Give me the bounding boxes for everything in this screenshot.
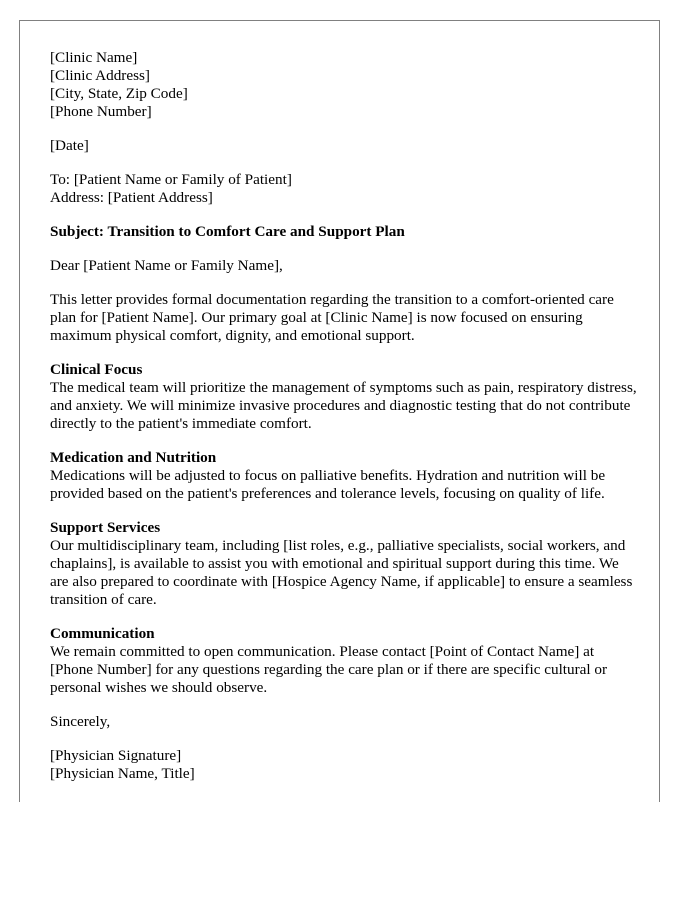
section-body: Medications will be adjusted to focus on palliative benefits. Hydration and nutrition will be provided based on the patient's preferences and tolerance levels, focusing on quality of life. — [50, 467, 606, 502]
intro-paragraph: This letter provides formal documentation regarding the transition to a comfort-oriented care plan for [Patient Name]. Our primary goal at [Clinic Name] is now focused on ensuring maximum physical comfort, dignity, and emotional support. — [50, 291, 614, 344]
signature-block — [50, 747, 640, 783]
clinic-name: [Clinic Name] — [50, 49, 138, 66]
section-title: Medication and Nutrition — [50, 449, 217, 466]
section-body: The medical team will prioritize the management of symptoms such as pain, respiratory distress, and anxiety. We will minimize invasive procedures and diagnostic testing that do not contribute directly to the patient's immediate comfort. — [50, 379, 637, 432]
section-clinical-focus — [50, 361, 640, 433]
section-body: Our multidisciplinary team, including [list roles, e.g., palliative specialists, social workers, and chaplains], is available to assist you with emotional and spiritual support during this time. We are also prepared to coordinate with [Hospice Agency Name, if applicable] to ensure a seamless transition of care. — [50, 537, 633, 608]
clinic-phone: [Phone Number] — [50, 103, 152, 120]
salutation: Dear [Patient Name or Family Name], — [50, 257, 283, 274]
physician-signature: [Physician Signature] — [50, 747, 182, 764]
section-support-services — [50, 519, 640, 609]
section-communication — [50, 625, 640, 697]
physician-name-title: [Physician Name, Title] — [50, 765, 195, 782]
recipient-to: To: [Patient Name or Family of Patient] — [50, 171, 292, 188]
letter-date: [Date] — [50, 137, 89, 154]
section-medication-nutrition — [50, 449, 640, 503]
section-body: We remain committed to open communication. Please contact [Point of Contact Name] at [Phone Number] for any questions regarding the care plan or if there are specific cultural or personal wishes we should observe. — [50, 643, 608, 696]
clinic-address: [Clinic Address] — [50, 67, 150, 84]
clinic-header — [50, 49, 640, 121]
letter-page — [19, 20, 660, 802]
closing: Sincerely, — [50, 713, 111, 730]
section-title: Support Services — [50, 519, 161, 536]
letter-content — [50, 49, 640, 799]
letter-subject: Subject: Transition to Comfort Care and Support Plan — [50, 223, 405, 240]
clinic-city-state-zip: [City, State, Zip Code] — [50, 85, 188, 102]
section-title: Communication — [50, 625, 155, 642]
recipient-block — [50, 171, 640, 207]
recipient-address: Address: [Patient Address] — [50, 189, 213, 206]
section-title: Clinical Focus — [50, 361, 143, 378]
